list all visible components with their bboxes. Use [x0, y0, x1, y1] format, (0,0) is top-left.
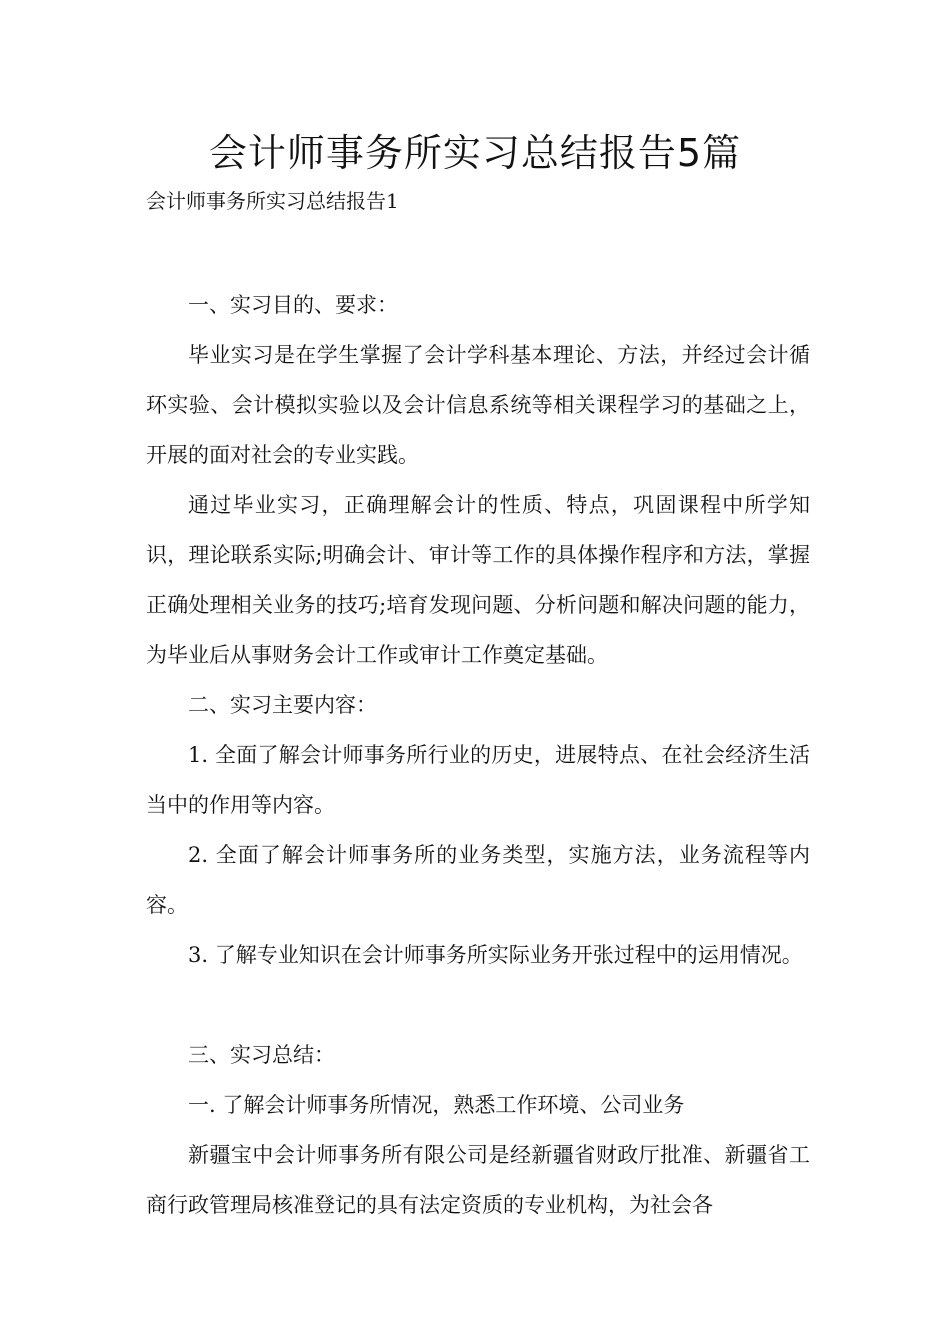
summary-subheading-1: 一. 了解会计师事务所情况，熟悉工作环境、公司业务 — [188, 1093, 685, 1117]
paragraph-internship-goals: 通过毕业实习，正确理解会计的性质、特点，巩固课程中所学知识，理论联系实际;明确会计、审计等工作的具体操作程序和方法，掌握正确处理相关业务的技巧;培育发现问题、分析问题和解决问题的能力，为毕业后从事财务会计工作或审计工作奠定基础。 — [146, 493, 810, 667]
paragraph-internship-intro: 毕业实习是在学生掌握了会计学科基本理论、方法，并经过会计循环实验、会计模拟实验以及会计信息系统等相关课程学习的基础之上，开展的面对社会的专业实践。 — [146, 343, 810, 467]
paragraph-firm-intro: 新疆宝中会计师事务所有限公司是经新疆省财政厅批准、新疆省工商行政管理局核准登记的具有法定资质的专业机构，为社会各 — [146, 1143, 810, 1217]
document-subtitle: 会计师事务所实习总结报告1 — [146, 189, 399, 213]
document-title: 会计师事务所实习总结报告5篇 — [208, 131, 742, 175]
section-heading-summary: 三、实习总结： — [188, 1043, 335, 1067]
section-heading-content: 二、实习主要内容： — [188, 693, 377, 717]
list-item-3: 3. 了解专业知识在会计师事务所实际业务开张过程中的运用情况。 — [188, 943, 803, 967]
list-item-1: 1. 全面了解会计师事务所行业的历史，进展特点、在社会经济生活当中的作用等内容。 — [146, 743, 810, 817]
section-heading-purpose: 一、实习目的、要求： — [188, 293, 398, 317]
list-item-2: 2. 全面了解会计师事务所的业务类型，实施方法，业务流程等内容。 — [146, 843, 810, 917]
